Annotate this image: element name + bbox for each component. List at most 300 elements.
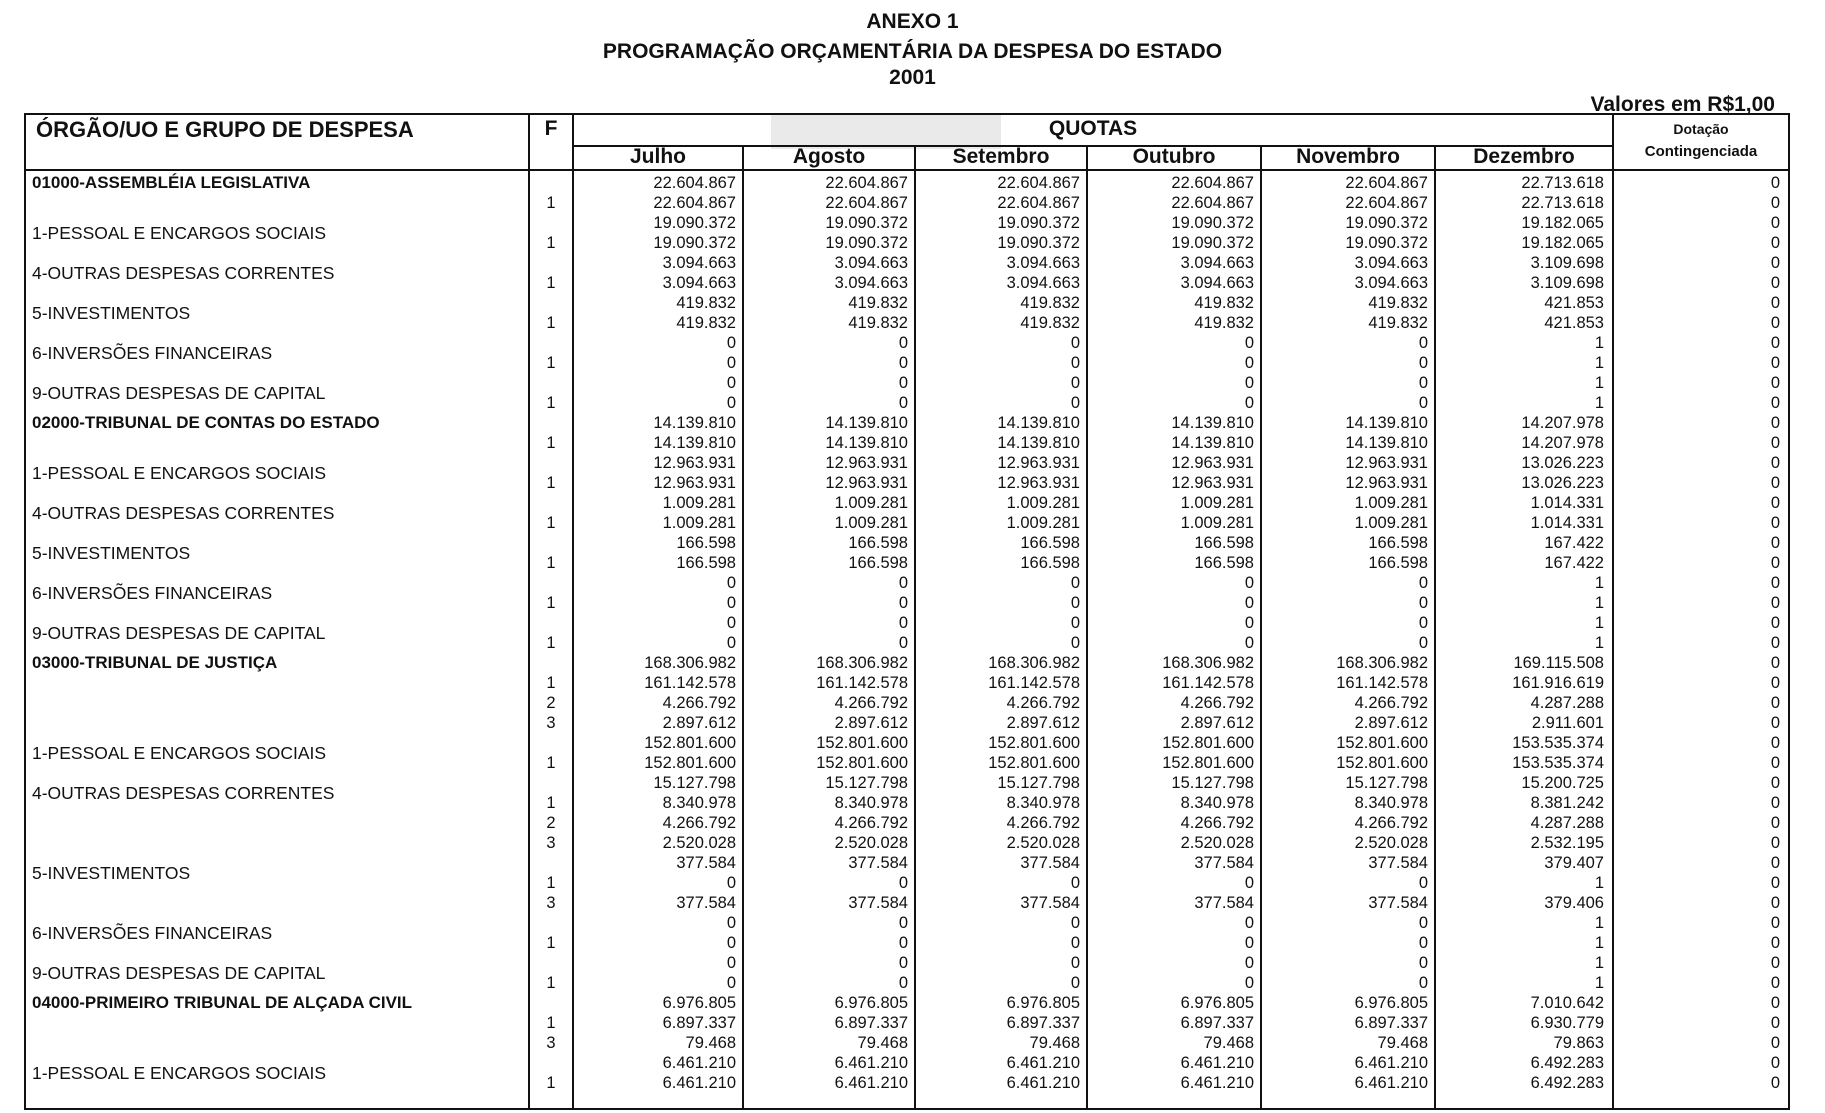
dotacao-cell: 0 bbox=[1770, 994, 1780, 1012]
quota-cell-outubro: 161.142.578 bbox=[1162, 674, 1254, 692]
quota-cell-setembro: 152.801.600 bbox=[988, 734, 1080, 752]
quota-cell-julho: 0 bbox=[726, 574, 736, 592]
quota-cell-outubro: 14.139.810 bbox=[1171, 434, 1254, 452]
quota-cell-dezembro: 19.182.065 bbox=[1521, 214, 1604, 232]
table-row bbox=[26, 433, 1788, 453]
quota-cell-setembro: 8.340.978 bbox=[1006, 794, 1080, 812]
quota-cell-julho: 0 bbox=[726, 374, 736, 392]
quota-cell-agosto: 22.604.867 bbox=[825, 194, 908, 212]
quota-cell-setembro: 0 bbox=[1070, 934, 1080, 952]
quota-cell-agosto: 0 bbox=[898, 874, 908, 892]
fonte-cell: 1 bbox=[546, 1074, 556, 1092]
quota-cell-novembro: 22.604.867 bbox=[1345, 194, 1428, 212]
quota-cell-agosto: 168.306.982 bbox=[816, 654, 908, 672]
quota-cell-agosto: 2.897.612 bbox=[834, 714, 908, 732]
table-row bbox=[26, 953, 1788, 973]
quota-cell-setembro: 0 bbox=[1070, 914, 1080, 932]
fonte-cell: 1 bbox=[546, 634, 556, 652]
dotacao-cell: 0 bbox=[1770, 494, 1780, 512]
quota-cell-setembro: 22.604.867 bbox=[997, 194, 1080, 212]
table-row bbox=[26, 813, 1788, 833]
quota-cell-outubro: 12.963.931 bbox=[1171, 454, 1254, 472]
quota-cell-setembro: 0 bbox=[1070, 954, 1080, 972]
header-setembro: Setembro bbox=[952, 145, 1050, 168]
dotacao-cell: 0 bbox=[1770, 954, 1780, 972]
quota-cell-dezembro: 1 bbox=[1594, 354, 1604, 372]
dotacao-cell: 0 bbox=[1770, 414, 1780, 432]
header-julho: Julho bbox=[630, 145, 686, 168]
quota-cell-dezembro: 14.207.978 bbox=[1521, 414, 1604, 432]
quota-cell-novembro: 79.468 bbox=[1377, 1034, 1428, 1052]
table-row bbox=[26, 573, 1788, 593]
quota-cell-dezembro: 7.010.642 bbox=[1530, 994, 1604, 1012]
quota-cell-outubro: 6.461.210 bbox=[1180, 1074, 1254, 1092]
quota-cell-novembro: 6.461.210 bbox=[1354, 1054, 1428, 1072]
quota-cell-dezembro: 1 bbox=[1594, 614, 1604, 632]
quota-cell-agosto: 0 bbox=[898, 594, 908, 612]
quota-cell-setembro: 15.127.798 bbox=[997, 774, 1080, 792]
quota-cell-novembro: 0 bbox=[1418, 634, 1428, 652]
quota-cell-novembro: 0 bbox=[1418, 334, 1428, 352]
quota-cell-agosto: 1.009.281 bbox=[834, 514, 908, 532]
dotacao-cell: 0 bbox=[1770, 834, 1780, 852]
quota-cell-agosto: 4.266.792 bbox=[834, 694, 908, 712]
quota-cell-setembro: 3.094.663 bbox=[1006, 254, 1080, 272]
quota-cell-dezembro: 161.916.619 bbox=[1512, 674, 1604, 692]
table-row bbox=[26, 973, 1788, 993]
quota-cell-outubro: 0 bbox=[1244, 354, 1254, 372]
dotacao-cell: 0 bbox=[1770, 614, 1780, 632]
dotacao-cell: 0 bbox=[1770, 654, 1780, 672]
quota-cell-outubro: 0 bbox=[1244, 334, 1254, 352]
fonte-cell: 1 bbox=[546, 514, 556, 532]
quota-cell-agosto: 0 bbox=[898, 334, 908, 352]
quota-cell-dezembro: 1 bbox=[1594, 374, 1604, 392]
quota-cell-novembro: 22.604.867 bbox=[1345, 174, 1428, 192]
quota-cell-setembro: 152.801.600 bbox=[988, 754, 1080, 772]
quota-cell-agosto: 0 bbox=[898, 974, 908, 992]
table-row bbox=[26, 473, 1788, 493]
dotacao-cell: 0 bbox=[1770, 434, 1780, 452]
quota-cell-setembro: 0 bbox=[1070, 374, 1080, 392]
quota-cell-setembro: 0 bbox=[1070, 334, 1080, 352]
quota-cell-outubro: 152.801.600 bbox=[1162, 754, 1254, 772]
fonte-cell bbox=[523, 533, 579, 553]
quota-cell-outubro: 22.604.867 bbox=[1171, 174, 1254, 192]
dotacao-cell: 0 bbox=[1770, 374, 1780, 392]
dotacao-cell: 0 bbox=[1770, 634, 1780, 652]
quota-cell-setembro: 377.584 bbox=[1020, 894, 1080, 912]
expense-group-label: 6-INVERSÕES FINANCEIRAS bbox=[32, 923, 273, 943]
quota-cell-agosto: 0 bbox=[898, 354, 908, 372]
quota-cell-setembro: 168.306.982 bbox=[988, 654, 1080, 672]
dotacao-cell: 0 bbox=[1770, 214, 1780, 232]
dotacao-cell: 0 bbox=[1770, 1014, 1780, 1032]
quota-cell-outubro: 14.139.810 bbox=[1171, 414, 1254, 432]
quota-cell-julho: 14.139.810 bbox=[653, 434, 736, 452]
quota-cell-dezembro: 1 bbox=[1594, 634, 1604, 652]
expense-group-label: 1-PESSOAL E ENCARGOS SOCIAIS bbox=[32, 1063, 327, 1083]
fonte-cell: 2 bbox=[546, 694, 556, 712]
quota-cell-novembro: 0 bbox=[1418, 594, 1428, 612]
fonte-cell: 1 bbox=[546, 394, 556, 412]
fonte-cell: 1 bbox=[546, 474, 556, 492]
quota-cell-dezembro: 1 bbox=[1594, 914, 1604, 932]
quota-cell-dezembro: 1 bbox=[1594, 334, 1604, 352]
dotacao-cell: 0 bbox=[1770, 714, 1780, 732]
fonte-cell: 1 bbox=[546, 934, 556, 952]
quota-cell-agosto: 79.468 bbox=[857, 1034, 908, 1052]
quota-cell-dezembro: 22.713.618 bbox=[1521, 194, 1604, 212]
quota-cell-julho: 19.090.372 bbox=[653, 234, 736, 252]
quota-cell-setembro: 0 bbox=[1070, 354, 1080, 372]
fonte-cell: 1 bbox=[546, 674, 556, 692]
quota-cell-setembro: 0 bbox=[1070, 394, 1080, 412]
quota-cell-setembro: 0 bbox=[1070, 874, 1080, 892]
quota-cell-outubro: 168.306.982 bbox=[1162, 654, 1254, 672]
table-row bbox=[26, 533, 1788, 553]
quota-cell-novembro: 0 bbox=[1418, 934, 1428, 952]
quota-cell-julho: 12.963.931 bbox=[653, 454, 736, 472]
expense-group-label: 9-OUTRAS DESPESAS DE CAPITAL bbox=[32, 963, 326, 983]
quota-cell-outubro: 19.090.372 bbox=[1171, 214, 1254, 232]
quota-cell-dezembro: 1 bbox=[1594, 594, 1604, 612]
quota-cell-dezembro: 15.200.725 bbox=[1521, 774, 1604, 792]
quota-cell-dezembro: 379.407 bbox=[1544, 854, 1604, 872]
table-row bbox=[26, 633, 1788, 653]
quota-cell-novembro: 0 bbox=[1418, 914, 1428, 932]
quota-cell-agosto: 19.090.372 bbox=[825, 234, 908, 252]
expense-group-label: 1-PESSOAL E ENCARGOS SOCIAIS bbox=[32, 223, 327, 243]
dotacao-cell: 0 bbox=[1770, 474, 1780, 492]
quota-cell-dezembro: 1.014.331 bbox=[1530, 494, 1604, 512]
quota-cell-julho: 419.832 bbox=[676, 314, 736, 332]
quota-cell-setembro: 161.142.578 bbox=[988, 674, 1080, 692]
quota-cell-dezembro: 8.381.242 bbox=[1530, 794, 1604, 812]
quota-cell-dezembro: 13.026.223 bbox=[1521, 474, 1604, 492]
table-row bbox=[26, 593, 1788, 613]
quota-cell-novembro: 3.094.663 bbox=[1354, 254, 1428, 272]
quota-cell-outubro: 0 bbox=[1244, 614, 1254, 632]
header-org: ÓRGÃO/UO E GRUPO DE DESPESA bbox=[36, 117, 414, 142]
quota-cell-setembro: 3.094.663 bbox=[1006, 274, 1080, 292]
quota-cell-julho: 6.897.337 bbox=[662, 1014, 736, 1032]
dotacao-cell: 0 bbox=[1770, 394, 1780, 412]
quota-cell-dezembro: 379.406 bbox=[1544, 894, 1604, 912]
fonte-cell: 1 bbox=[546, 354, 556, 372]
table-row bbox=[26, 993, 1788, 1013]
fonte-cell: 2 bbox=[546, 814, 556, 832]
quota-cell-setembro: 19.090.372 bbox=[997, 234, 1080, 252]
fonte-cell bbox=[523, 733, 579, 753]
expense-group-label: 4-OUTRAS DESPESAS CORRENTES bbox=[32, 263, 335, 283]
dotacao-cell: 0 bbox=[1770, 1034, 1780, 1052]
table-row bbox=[26, 1073, 1788, 1093]
quota-cell-outubro: 6.897.337 bbox=[1180, 1014, 1254, 1032]
quota-cell-julho: 4.266.792 bbox=[662, 694, 736, 712]
quota-cell-julho: 161.142.578 bbox=[644, 674, 736, 692]
quota-cell-setembro: 6.897.337 bbox=[1006, 1014, 1080, 1032]
quota-cell-julho: 2.897.612 bbox=[662, 714, 736, 732]
quota-cell-agosto: 14.139.810 bbox=[825, 414, 908, 432]
quota-cell-dezembro: 1 bbox=[1594, 974, 1604, 992]
table-row bbox=[26, 913, 1788, 933]
quota-cell-dezembro: 22.713.618 bbox=[1521, 174, 1604, 192]
quota-cell-outubro: 2.520.028 bbox=[1180, 834, 1254, 852]
quota-cell-outubro: 12.963.931 bbox=[1171, 474, 1254, 492]
quota-cell-julho: 0 bbox=[726, 354, 736, 372]
quota-cell-outubro: 3.094.663 bbox=[1180, 274, 1254, 292]
quota-cell-agosto: 2.520.028 bbox=[834, 834, 908, 852]
expense-group-label: 4-OUTRAS DESPESAS CORRENTES bbox=[32, 503, 335, 523]
quota-cell-agosto: 8.340.978 bbox=[834, 794, 908, 812]
quota-cell-setembro: 4.266.792 bbox=[1006, 814, 1080, 832]
quota-cell-agosto: 152.801.600 bbox=[816, 754, 908, 772]
quota-cell-novembro: 12.963.931 bbox=[1345, 454, 1428, 472]
quota-cell-dezembro: 2.911.601 bbox=[1531, 714, 1604, 732]
expense-group-label: 6-INVERSÕES FINANCEIRAS bbox=[32, 583, 273, 603]
dotacao-cell: 0 bbox=[1770, 914, 1780, 932]
fonte-cell bbox=[523, 613, 579, 633]
dotacao-cell: 0 bbox=[1770, 594, 1780, 612]
dotacao-cell: 0 bbox=[1770, 854, 1780, 872]
table-row bbox=[26, 273, 1788, 293]
quota-cell-agosto: 1.009.281 bbox=[834, 494, 908, 512]
quota-cell-outubro: 419.832 bbox=[1194, 314, 1254, 332]
fonte-cell: 1 bbox=[546, 434, 556, 452]
quota-cell-agosto: 0 bbox=[898, 634, 908, 652]
quota-cell-julho: 0 bbox=[726, 914, 736, 932]
quota-cell-novembro: 8.340.978 bbox=[1354, 794, 1428, 812]
quota-cell-novembro: 166.598 bbox=[1368, 534, 1428, 552]
fonte-cell bbox=[523, 1053, 579, 1073]
quota-cell-dezembro: 79.863 bbox=[1553, 1034, 1604, 1052]
quota-cell-outubro: 19.090.372 bbox=[1171, 234, 1254, 252]
quota-cell-novembro: 152.801.600 bbox=[1336, 754, 1428, 772]
quota-cell-outubro: 0 bbox=[1244, 574, 1254, 592]
quota-cell-outubro: 3.094.663 bbox=[1180, 254, 1254, 272]
table-row bbox=[26, 1033, 1788, 1053]
dotacao-cell: 0 bbox=[1770, 774, 1780, 792]
quota-cell-outubro: 2.897.612 bbox=[1180, 714, 1254, 732]
quota-cell-outubro: 1.009.281 bbox=[1180, 514, 1254, 532]
header-outubro: Outubro bbox=[1132, 145, 1216, 168]
quota-cell-julho: 79.468 bbox=[685, 1034, 736, 1052]
quota-cell-novembro: 0 bbox=[1418, 614, 1428, 632]
quota-cell-agosto: 19.090.372 bbox=[825, 214, 908, 232]
dotacao-cell: 0 bbox=[1770, 294, 1780, 312]
quota-cell-julho: 166.598 bbox=[676, 534, 736, 552]
quota-cell-dezembro: 1 bbox=[1594, 954, 1604, 972]
quota-cell-novembro: 14.139.810 bbox=[1345, 414, 1428, 432]
quota-cell-novembro: 6.976.805 bbox=[1354, 994, 1428, 1012]
table-row bbox=[26, 893, 1788, 913]
quota-cell-novembro: 0 bbox=[1418, 954, 1428, 972]
expense-group-label: 9-OUTRAS DESPESAS DE CAPITAL bbox=[32, 383, 326, 403]
header-agosto: Agosto bbox=[792, 145, 866, 168]
quota-cell-novembro: 377.584 bbox=[1368, 894, 1428, 912]
quota-cell-julho: 0 bbox=[726, 614, 736, 632]
dotacao-cell: 0 bbox=[1770, 554, 1780, 572]
quota-cell-dezembro: 13.026.223 bbox=[1521, 454, 1604, 472]
quota-cell-outubro: 0 bbox=[1244, 874, 1254, 892]
quota-cell-dezembro: 153.535.374 bbox=[1512, 734, 1604, 752]
quota-cell-setembro: 2.897.612 bbox=[1006, 714, 1080, 732]
quota-cell-dezembro: 169.115.508 bbox=[1513, 654, 1604, 672]
budget-table bbox=[24, 113, 1790, 1110]
table-row bbox=[26, 733, 1788, 753]
header-dezembro: Dezembro bbox=[1473, 145, 1575, 168]
quota-cell-julho: 22.604.867 bbox=[653, 194, 736, 212]
quota-cell-novembro: 0 bbox=[1418, 974, 1428, 992]
fonte-cell: 1 bbox=[546, 274, 556, 292]
quota-cell-setembro: 377.584 bbox=[1020, 854, 1080, 872]
dotacao-cell: 0 bbox=[1770, 814, 1780, 832]
table-row bbox=[26, 713, 1788, 733]
fonte-cell bbox=[523, 993, 579, 1013]
quota-cell-outubro: 79.468 bbox=[1203, 1034, 1254, 1052]
dotacao-cell: 0 bbox=[1770, 734, 1780, 752]
table-row bbox=[26, 773, 1788, 793]
quota-cell-setembro: 6.976.805 bbox=[1006, 994, 1080, 1012]
fonte-cell bbox=[523, 573, 579, 593]
quota-cell-novembro: 3.094.663 bbox=[1354, 274, 1428, 292]
quota-cell-agosto: 419.832 bbox=[848, 294, 908, 312]
quota-cell-outubro: 0 bbox=[1244, 394, 1254, 412]
quota-cell-setembro: 166.598 bbox=[1020, 534, 1080, 552]
quota-cell-novembro: 19.090.372 bbox=[1345, 234, 1428, 252]
quota-cell-agosto: 166.598 bbox=[848, 534, 908, 552]
quota-cell-julho: 4.266.792 bbox=[662, 814, 736, 832]
quota-cell-agosto: 6.461.210 bbox=[834, 1054, 908, 1072]
quota-cell-setembro: 14.139.810 bbox=[997, 434, 1080, 452]
quota-cell-julho: 6.976.805 bbox=[662, 994, 736, 1012]
quota-cell-julho: 22.604.867 bbox=[653, 174, 736, 192]
quota-cell-novembro: 419.832 bbox=[1368, 294, 1428, 312]
quota-cell-novembro: 377.584 bbox=[1368, 854, 1428, 872]
quota-cell-outubro: 377.584 bbox=[1194, 854, 1254, 872]
quota-cell-dezembro: 3.109.698 bbox=[1530, 254, 1604, 272]
fonte-cell bbox=[523, 453, 579, 473]
quota-cell-novembro: 2.520.028 bbox=[1354, 834, 1428, 852]
quota-cell-dezembro: 4.287.288 bbox=[1530, 694, 1604, 712]
quota-cell-setembro: 22.604.867 bbox=[997, 174, 1080, 192]
quota-cell-dezembro: 4.287.288 bbox=[1530, 814, 1604, 832]
table-row bbox=[26, 193, 1788, 213]
quota-cell-dezembro: 167.422 bbox=[1544, 534, 1604, 552]
header-quotas: QUOTAS bbox=[1048, 117, 1138, 140]
quota-cell-agosto: 15.127.798 bbox=[825, 774, 908, 792]
table-row bbox=[26, 673, 1788, 693]
dotacao-cell: 0 bbox=[1770, 674, 1780, 692]
quota-cell-julho: 0 bbox=[726, 334, 736, 352]
fonte-cell: 1 bbox=[546, 794, 556, 812]
quota-cell-agosto: 152.801.600 bbox=[816, 734, 908, 752]
dotacao-cell: 0 bbox=[1770, 514, 1780, 532]
quota-cell-outubro: 419.832 bbox=[1194, 294, 1254, 312]
table-row bbox=[26, 233, 1788, 253]
fonte-cell: 1 bbox=[546, 554, 556, 572]
fonte-cell: 3 bbox=[546, 1034, 556, 1052]
quota-cell-agosto: 14.139.810 bbox=[825, 434, 908, 452]
quota-cell-dezembro: 6.492.283 bbox=[1530, 1054, 1604, 1072]
quota-cell-agosto: 377.584 bbox=[848, 854, 908, 872]
org-unit-label: 03000-TRIBUNAL DE JUSTIÇA bbox=[32, 653, 278, 672]
fonte-cell bbox=[523, 913, 579, 933]
quota-cell-setembro: 6.461.210 bbox=[1006, 1054, 1080, 1072]
quota-cell-julho: 168.306.982 bbox=[644, 654, 736, 672]
fonte-cell bbox=[523, 773, 579, 793]
quota-cell-julho: 0 bbox=[726, 634, 736, 652]
dotacao-cell: 0 bbox=[1770, 1054, 1780, 1072]
table-row bbox=[26, 833, 1788, 853]
fonte-cell bbox=[523, 173, 579, 193]
quota-cell-julho: 6.461.210 bbox=[662, 1074, 736, 1092]
table-row bbox=[26, 653, 1788, 673]
quota-cell-agosto: 4.266.792 bbox=[834, 814, 908, 832]
quota-cell-setembro: 0 bbox=[1070, 594, 1080, 612]
quota-cell-novembro: 15.127.798 bbox=[1345, 774, 1428, 792]
dotacao-cell: 0 bbox=[1770, 574, 1780, 592]
fonte-cell: 1 bbox=[546, 234, 556, 252]
fonte-cell bbox=[523, 493, 579, 513]
dotacao-cell: 0 bbox=[1770, 194, 1780, 212]
fonte-cell: 3 bbox=[546, 714, 556, 732]
quota-cell-dezembro: 1 bbox=[1594, 874, 1604, 892]
quota-cell-outubro: 0 bbox=[1244, 934, 1254, 952]
fonte-cell bbox=[523, 653, 579, 673]
expense-group-label: 5-INVESTIMENTOS bbox=[32, 543, 191, 563]
dotacao-cell: 0 bbox=[1770, 894, 1780, 912]
table-row bbox=[26, 753, 1788, 773]
quota-cell-outubro: 0 bbox=[1244, 594, 1254, 612]
quota-cell-novembro: 0 bbox=[1418, 874, 1428, 892]
header-novembro: Novembro bbox=[1296, 145, 1400, 168]
quota-cell-dezembro: 1.014.331 bbox=[1530, 514, 1604, 532]
header-contingenciada: Contingenciada bbox=[1644, 143, 1758, 160]
quota-cell-novembro: 166.598 bbox=[1368, 554, 1428, 572]
expense-group-label: 5-INVESTIMENTOS bbox=[32, 863, 191, 883]
quota-cell-outubro: 0 bbox=[1244, 974, 1254, 992]
quota-cell-julho: 377.584 bbox=[676, 854, 736, 872]
quota-cell-outubro: 0 bbox=[1244, 634, 1254, 652]
fonte-cell bbox=[523, 213, 579, 233]
quota-cell-novembro: 14.139.810 bbox=[1345, 434, 1428, 452]
quota-cell-agosto: 22.604.867 bbox=[825, 174, 908, 192]
quota-cell-novembro: 0 bbox=[1418, 374, 1428, 392]
quota-cell-setembro: 4.266.792 bbox=[1006, 694, 1080, 712]
quota-cell-novembro: 2.897.612 bbox=[1354, 714, 1428, 732]
quota-cell-dezembro: 1 bbox=[1594, 574, 1604, 592]
table-row bbox=[26, 613, 1788, 633]
quota-cell-novembro: 1.009.281 bbox=[1354, 494, 1428, 512]
table-row bbox=[26, 1053, 1788, 1073]
quota-cell-setembro: 0 bbox=[1070, 614, 1080, 632]
fonte-cell bbox=[523, 293, 579, 313]
quota-cell-dezembro: 14.207.978 bbox=[1521, 434, 1604, 452]
quota-cell-dezembro: 1 bbox=[1594, 394, 1604, 412]
table-row bbox=[26, 933, 1788, 953]
expense-group-label: 1-PESSOAL E ENCARGOS SOCIAIS bbox=[32, 463, 327, 483]
fonte-cell: 1 bbox=[546, 754, 556, 772]
quota-cell-julho: 0 bbox=[726, 974, 736, 992]
quota-cell-agosto: 12.963.931 bbox=[825, 474, 908, 492]
fonte-cell: 1 bbox=[546, 874, 556, 892]
quota-cell-dezembro: 3.109.698 bbox=[1530, 274, 1604, 292]
quota-cell-novembro: 168.306.982 bbox=[1336, 654, 1428, 672]
quota-cell-julho: 2.520.028 bbox=[662, 834, 736, 852]
quota-cell-dezembro: 421.853 bbox=[1544, 294, 1604, 312]
